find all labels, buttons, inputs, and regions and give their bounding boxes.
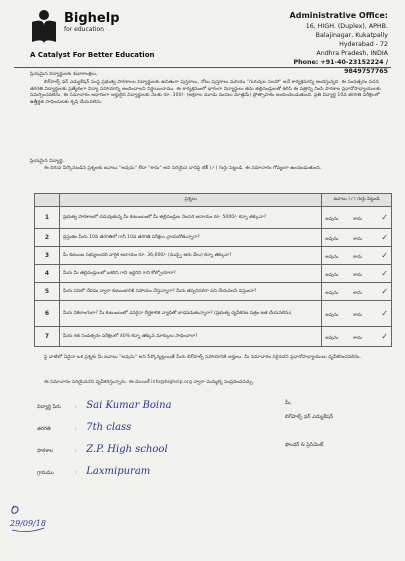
school-field[interactable]: పాఠశాల : Z.P. High school (37, 444, 168, 455)
answer-cell[interactable] (322, 247, 392, 265)
tick-mark: ✓ (381, 308, 388, 318)
row-number: 6 (35, 301, 60, 327)
address-line: Andhra Pradesh, INDIA (316, 50, 388, 57)
yes-option[interactable]: అవును (325, 272, 339, 278)
table-row (35, 207, 392, 229)
yes-option[interactable]: అవును (325, 290, 339, 296)
answer-cell[interactable] (322, 301, 392, 327)
bighelp-logo (30, 4, 170, 60)
row-number: 4 (35, 265, 60, 283)
field-label: గ్రామము (37, 470, 54, 476)
signatory-title: ఫౌండర్ & ప్రెసిడెంట్ (285, 442, 324, 448)
table-row (35, 327, 392, 347)
no-option[interactable]: కాదు (353, 272, 363, 278)
question-text: మీరు మీ తల్లిదండ్రులలో ఒకరిని గాని ఇద్దరిని గాని కోల్పోయారా? (60, 265, 322, 283)
question-text: మీరు గత సంవత్సరం పరీక్షలలో 40% కన్నా తక్కువ మార్కులు సాధించారా? (60, 327, 322, 347)
no-option[interactable]: కాదు (353, 335, 363, 341)
field-label: పాఠశాల (37, 448, 54, 454)
eligibility-paragraph: పై వాటిలో ఏదైనా ఒక ప్రశ్నకు మీ జవాబు "అవును" అని పేర్కొన్నట్లయితే మీరు బిగ్‌హెల్ప్ సహాయానికి అర్హులు. మీ సమాచారం సరైనదని ప్రధానోపాధ్యాయులు ధృవీకరించవలెను. (44, 355, 362, 360)
organisation-name: బిగ్‌హెల్ప్ ఫర్ ఎడ్యుకేషన్ (285, 414, 334, 420)
phone: Phone: +91-40-23152224 / 9849757765 (293, 59, 388, 75)
student-name-field[interactable]: విద్యార్థి పేరు : Sai Kumar Boina (37, 400, 172, 411)
answer-cell[interactable] (322, 265, 392, 283)
date-text: 29/09/18 (10, 519, 46, 528)
brand-name: Bighelp (64, 11, 120, 26)
question-text: మీ కుటుంబ సభ్యులందరి వార్షిక ఆదాయం రూ. 36,000/- (ముప్పై ఆరు వేలు) కన్నా తక్కువా? (60, 247, 322, 265)
yes-option[interactable]: అవును (325, 236, 339, 242)
brand-subtitle: for education (64, 26, 104, 33)
num-header (35, 194, 60, 207)
table-row (35, 247, 392, 265)
question-text: మీరు పనిలో చేరడం ద్వారా కుటుంబానికి సహాయం చేస్తున్నారా? మీరు తప్పనిసరిగా పని చేయవలసి వస్తుందా? (60, 283, 322, 301)
table-header-row (35, 194, 392, 207)
answer-cell[interactable] (322, 207, 392, 229)
village-field[interactable]: గ్రామము : Laxmipuram (37, 466, 151, 477)
header-divider (14, 67, 391, 68)
village-value: Laxmipuram (86, 466, 151, 477)
tick-mark: ✓ (381, 250, 388, 260)
field-label: విద్యార్థి పేరు (37, 404, 61, 410)
no-option[interactable]: కాదు (353, 290, 363, 296)
address-line: Hyderabad - 72 (339, 41, 388, 48)
table-row (35, 301, 392, 327)
yes-option[interactable]: అవును (325, 335, 339, 341)
address-line: 16, HIGH. (Duplex), APHB. (305, 23, 388, 30)
office-title: Administrative Office: (289, 11, 388, 20)
question-text: ప్రస్తుతం మీరు 10వ తరగతిలో గానీ 10వ తరగతి పరీక్షలు వ్రాయబోతున్నారా? (60, 229, 322, 247)
yes-option[interactable]: అవును (325, 312, 339, 318)
no-option[interactable]: కాదు (353, 216, 363, 222)
class-value: 7th class (86, 422, 132, 433)
yes-option[interactable]: అవును (325, 254, 339, 260)
field-label: తరగతి (37, 426, 51, 432)
question-header: ప్రశ్నలు (60, 194, 322, 207)
row-number: 1 (35, 207, 60, 229)
tick-mark: ✓ (381, 331, 388, 341)
question-text: ప్రభుత్వ పాఠశాలలో చదువుతున్న మీ కుటుంబంలో మీ తల్లిదండ్రుల నెలసరి ఆదాయం రూ. 5000/- కన్నా తక్కువా? (60, 207, 322, 229)
greeting: ప్రియమైన విద్యార్థులకు శుభాకాంక్షలు, (30, 72, 98, 77)
tagline: A Catalyst For Better Education (30, 51, 155, 59)
question-text: మీరు వికలాంగులా? మీ కుటుంబంలో ఎవరైనా దీర్ఘకాలిక వ్యాధితో బాధపడుతున్నారా? (ప్రభుత్వ ధృవీకరణ పత్రం జత చేయవలెను) (60, 301, 322, 327)
sign-off: మీ, (285, 400, 292, 406)
handwritten-date-signature (8, 500, 48, 540)
yes-option[interactable]: అవును (325, 216, 339, 222)
no-option[interactable]: కాదు (353, 312, 363, 318)
tick-mark: ✓ (381, 232, 388, 242)
no-option[interactable]: కాదు (353, 236, 363, 242)
answer-header: జవాబు (✓) గుర్తు పెట్టండి (322, 194, 392, 207)
no-option[interactable]: కాదు (353, 254, 363, 260)
table-row (35, 283, 392, 301)
class-field[interactable]: తరగతి : 7th class (37, 422, 132, 433)
tick-mark: ✓ (381, 212, 388, 222)
book-person-icon (30, 8, 58, 44)
student-name-value: Sai Kumar Boina (86, 400, 172, 411)
answer-cell[interactable] (322, 283, 392, 301)
tick-mark: ✓ (381, 268, 388, 278)
address-line: Balajinagar, Kukatpally (315, 32, 388, 39)
answer-cell[interactable] (322, 229, 392, 247)
row-number: 7 (35, 327, 60, 347)
question-table (34, 193, 392, 347)
verification-paragraph: ఈ సమాచారం సరియైనదని ధృవీకరిస్తున్నాను. ఈ-మెయిల్ info@bighelp.org ద్వారా మమ్మల్ని సంప్రదించవచ్చు. (44, 380, 255, 385)
instruction-paragraph: ఈ దిగువ పేర్కొనబడిన ప్రశ్నలకు జవాబు "అవును" లేదా "కాదు" అని సరియైన దానిపై టిక్ (✓) గుర్తు పెట్టండి. ఈ సమాచారం గోప్యంగా ఉంచబడుతుంది. (44, 166, 322, 171)
row-number: 5 (35, 283, 60, 301)
school-value: Z.P. High school (86, 444, 168, 455)
tick-mark: ✓ (381, 286, 388, 296)
table-row (35, 265, 392, 283)
row-number: 2 (35, 229, 60, 247)
table-row (35, 229, 392, 247)
intro-paragraph: బిగ్‌హెల్ప్ ఫర్ ఎడ్యుకేషన్ సంస్థ ప్రభుత్వ పాఠశాలల విద్యార్థులకు ఉచితంగా పుస్తకాలు, నోటు పుస్తకాలు మరియు "గురువుల సలహా" అనే కార్యక్రమాన్ని అందిస్తున్నది. ఈ సంవత్సరం పదవ తరగతి విద్యార్థులకు ప్రత్యేకంగా విద్యా సహాయాన్ని అందించాలని నిర్ణయించాము. ఈ కార్యక్రమంలో భాగంగా విద్యార్థులు తమ తల్లిదండ్రులతో కలిసి ఈ పత్రాన్ని నింపి పాఠశాల ప్రధానోపాధ్యాయులకు సమర్పించవలెను. ఈ సమాచారం ఆధారంగా అర్హులైన విద్యార్థులకు నెలకు రూ. 300/- (అక్షరాల మూడు వందలు మాత్రమే) ప్రోత్సాహకం అందించబడుతుంది. ప్రతి విద్యార్థి 10వ తరగతి పరీక్షలలో ఉత్తీర్ణత సాధించుటకు కృషి చేయవలెను. (30, 80, 381, 106)
row-number: 3 (35, 247, 60, 265)
answer-cell[interactable] (322, 327, 392, 347)
student-heading: ప్రియమైన విద్యార్థి, (30, 159, 64, 164)
